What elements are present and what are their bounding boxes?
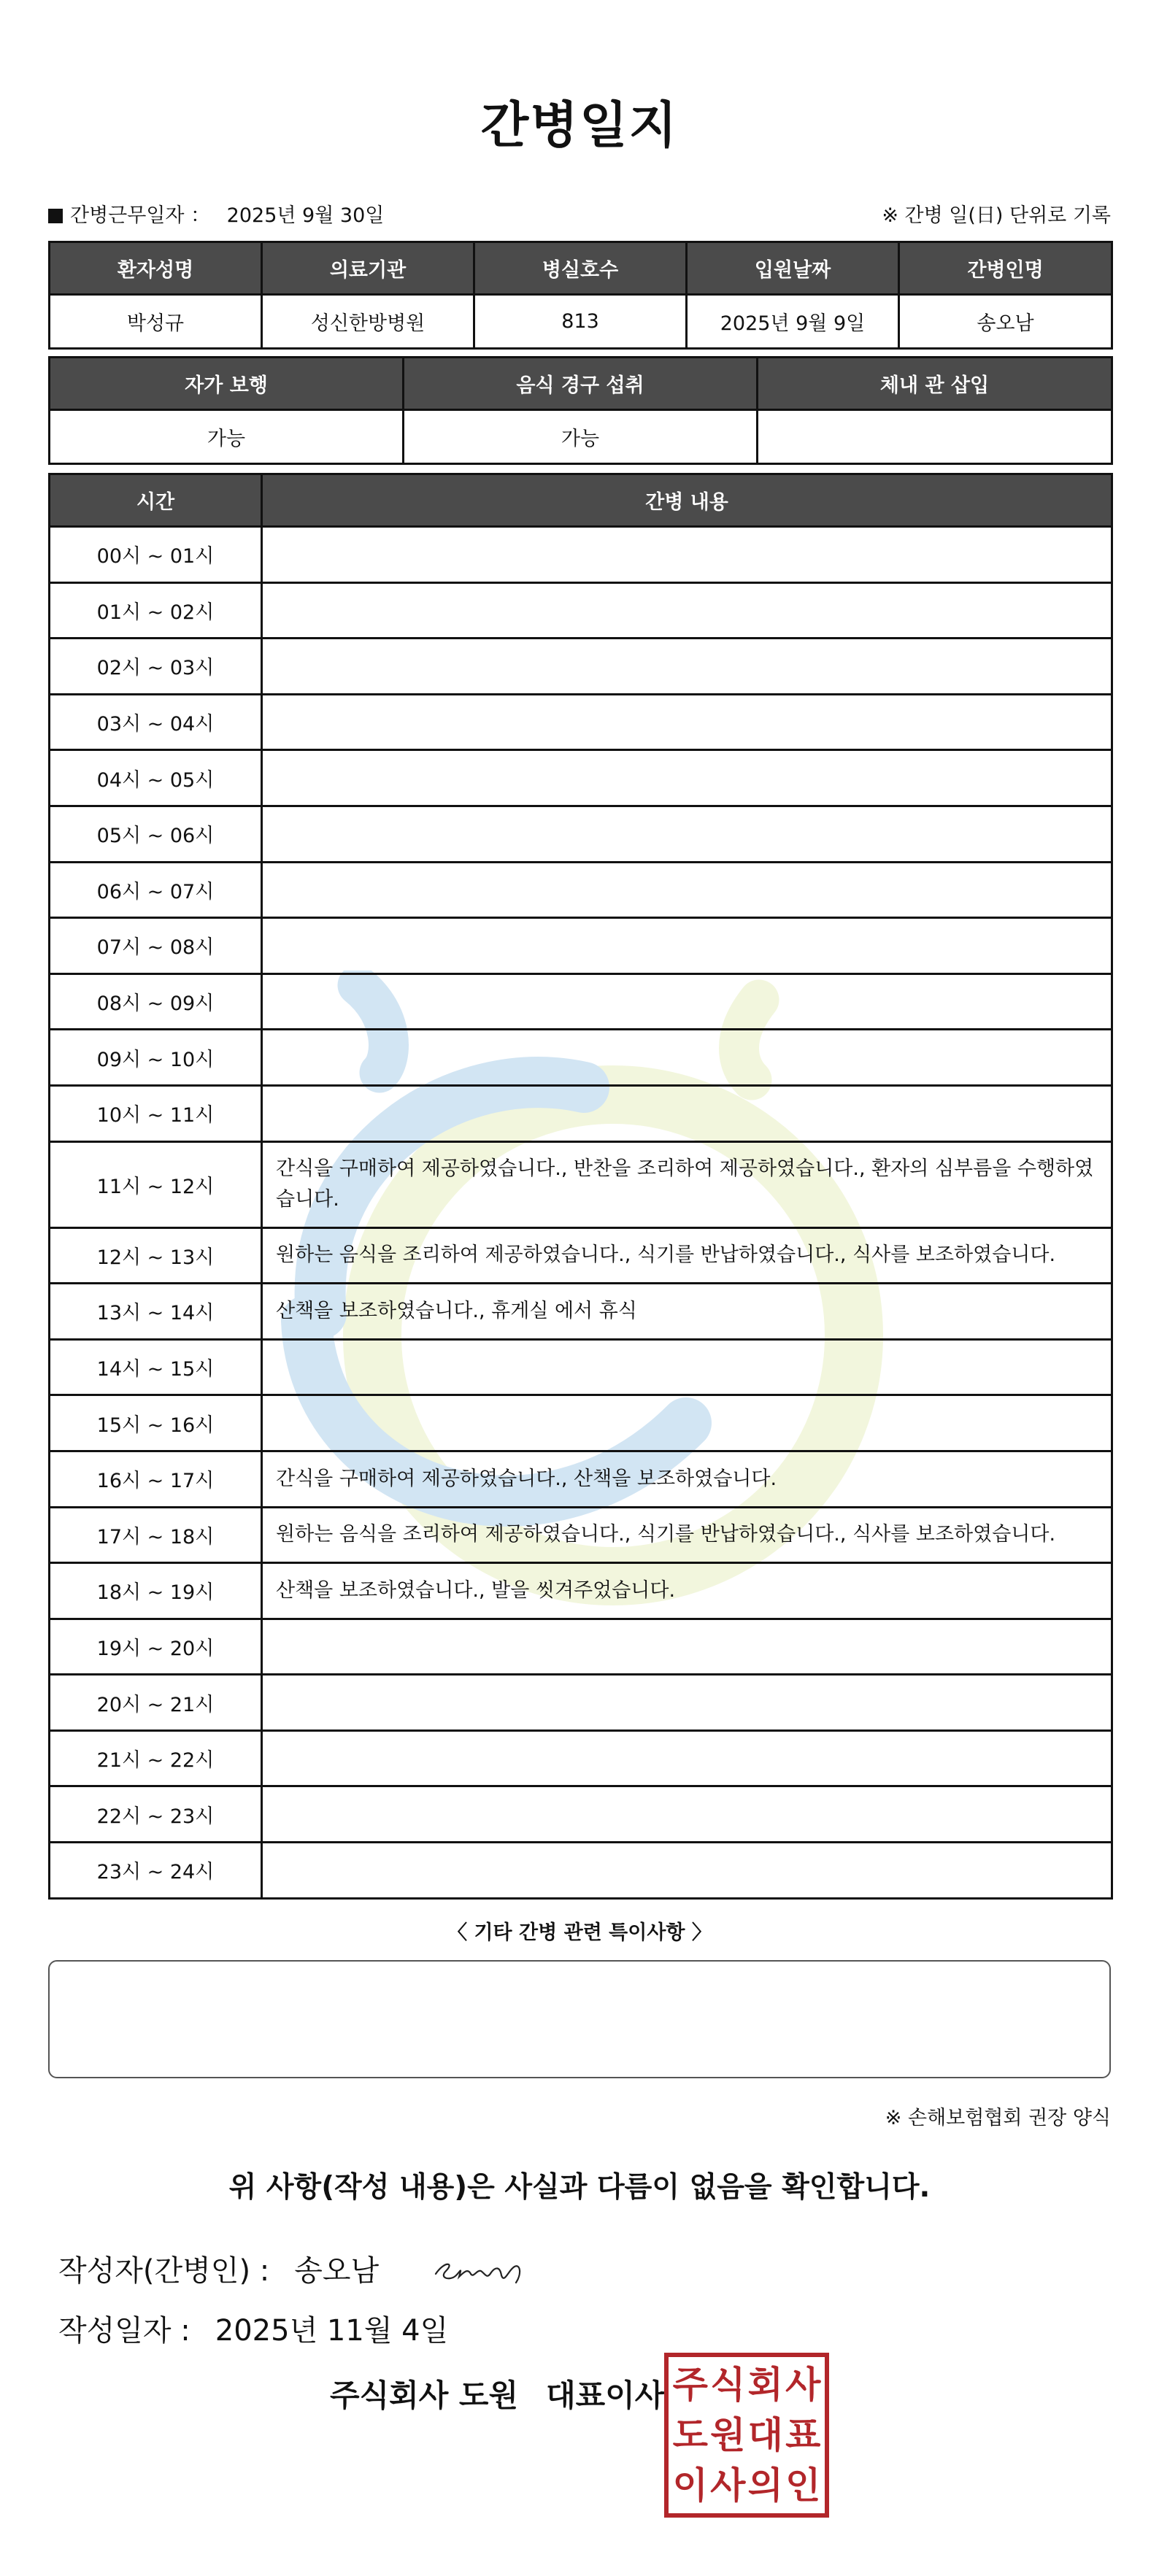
writer-line — [58, 2245, 532, 2291]
header-hospital: 의료기관 — [262, 242, 474, 295]
care-log-body — [50, 527, 1112, 1899]
hospital: 성신한방병원 — [262, 295, 474, 349]
time-slot: 19시 ~ 20시 — [50, 1619, 262, 1675]
square-bullet-icon — [48, 209, 63, 223]
writer-label: 작성자(간병인) : — [58, 2253, 270, 2288]
meta-row — [48, 198, 1111, 228]
table-row — [50, 862, 1112, 918]
seal-character: 대 — [747, 2413, 783, 2456]
care-content — [262, 862, 1112, 918]
time-slot: 06시 ~ 07시 — [50, 862, 262, 918]
time-slot: 08시 ~ 09시 — [50, 973, 262, 1030]
seal-character: 원 — [710, 2413, 746, 2456]
caregiver-name: 송오남 — [899, 295, 1112, 349]
seal-character: 주 — [672, 2364, 708, 2407]
table-row — [50, 1786, 1112, 1843]
admission-date: 2025년 9월 9일 — [687, 295, 899, 349]
seal-character: 사 — [785, 2364, 821, 2407]
header-care-content: 간병 내용 — [262, 474, 1112, 527]
header-oral-intake: 음식 경구 섭취 — [404, 358, 758, 410]
care-content — [262, 1730, 1112, 1786]
table-row — [50, 1339, 1112, 1395]
care-content — [262, 527, 1112, 583]
room-number: 813 — [474, 295, 687, 349]
time-slot: 23시 ~ 24시 — [50, 1843, 262, 1899]
table-row — [50, 1675, 1112, 1731]
seal-character: 인 — [785, 2464, 821, 2507]
table-row — [50, 918, 1112, 974]
table-row — [50, 1141, 1112, 1227]
seal-character: 사 — [710, 2464, 746, 2507]
notes-title: 〈 기타 간병 관련 특이사항 〉 — [447, 1921, 712, 1944]
time-slot: 02시 ~ 03시 — [50, 639, 262, 695]
care-content: 간식을 구매하여 제공하였습니다., 산책을 보조하였습니다. — [262, 1451, 1112, 1507]
writer-name: 송오남 — [294, 2253, 380, 2288]
patient-name: 박성규 — [50, 295, 262, 349]
time-slot: 17시 ~ 18시 — [50, 1507, 262, 1563]
table-row — [50, 1563, 1112, 1619]
header-self-walking: 자가 보행 — [50, 358, 404, 410]
company-title: 대표이사 — [546, 2378, 665, 2413]
time-slot: 18시 ~ 19시 — [50, 1563, 262, 1619]
written-date-value: 2025년 11월 4일 — [215, 2314, 449, 2348]
table-row — [50, 582, 1112, 639]
table-row — [50, 973, 1112, 1030]
table-row — [50, 1227, 1112, 1284]
time-slot: 15시 ~ 16시 — [50, 1395, 262, 1451]
time-slot: 16시 ~ 17시 — [50, 1451, 262, 1507]
care-content: 원하는 음식을 조리하여 제공하였습니다., 식기를 반납하였습니다., 식사를 보조하였습니다. — [262, 1227, 1112, 1284]
time-slot: 10시 ~ 11시 — [50, 1085, 262, 1141]
document-title: 간병일지 — [480, 97, 679, 155]
care-content — [262, 582, 1112, 639]
care-content — [262, 750, 1112, 806]
handwritten-signature — [430, 2245, 532, 2291]
self-walking-value: 가능 — [50, 410, 404, 464]
table-row — [50, 1843, 1112, 1899]
time-slot: 11시 ~ 12시 — [50, 1141, 262, 1227]
time-slot: 03시 ~ 04시 — [50, 694, 262, 750]
seal-character: 도 — [672, 2413, 708, 2456]
time-slot: 04시 ~ 05시 — [50, 750, 262, 806]
work-date-label: 간병근무일자 ： — [70, 204, 211, 227]
care-content: 원하는 음식을 조리하여 제공하였습니다., 식기를 반납하였습니다., 식사를 보조하였습니다. — [262, 1507, 1112, 1563]
seal-character: 회 — [747, 2364, 783, 2407]
care-content: 산책을 보조하였습니다., 발을 씻겨주었습니다. — [262, 1563, 1112, 1619]
time-slot: 09시 ~ 10시 — [50, 1030, 262, 1086]
time-slot: 01시 ~ 02시 — [50, 582, 262, 639]
table-row — [50, 750, 1112, 806]
table-row — [50, 1085, 1112, 1141]
written-date-line — [58, 2307, 448, 2349]
care-content — [262, 1619, 1112, 1675]
table-row — [50, 1451, 1112, 1507]
company-seal-stamp — [664, 2353, 829, 2518]
time-slot: 21시 ~ 22시 — [50, 1730, 262, 1786]
table-row — [50, 1507, 1112, 1563]
table-row — [50, 1395, 1112, 1451]
table-row — [50, 639, 1112, 695]
care-log-table — [48, 473, 1113, 1900]
care-content — [262, 806, 1112, 862]
header-room-number: 병실호수 — [474, 242, 687, 295]
work-date-value: 2025년 9월 30일 — [226, 204, 385, 227]
time-slot: 20시 ~ 21시 — [50, 1675, 262, 1731]
table-row — [50, 1030, 1112, 1086]
header-time: 시간 — [50, 474, 262, 527]
recommended-form-note: ※ 손해보험협회 권장 양식 — [885, 2107, 1111, 2129]
time-slot: 00시 ~ 01시 — [50, 527, 262, 583]
time-slot: 14시 ~ 15시 — [50, 1339, 262, 1395]
work-date-group — [48, 199, 384, 228]
patient-status-table — [48, 356, 1113, 465]
patient-info-table — [48, 241, 1113, 350]
seal-character: 이 — [672, 2464, 708, 2507]
oral-intake-value: 가능 — [404, 410, 758, 464]
tube-insertion-value — [758, 410, 1112, 464]
table-row — [50, 1730, 1112, 1786]
care-content — [262, 694, 1112, 750]
header-caregiver-name: 간병인명 — [899, 242, 1112, 295]
care-content — [262, 1395, 1112, 1451]
care-content: 간식을 구매하여 제공하였습니다., 반찬을 조리하여 제공하였습니다., 환자의 심부름을 수행하였습니다. — [262, 1141, 1112, 1227]
care-content — [262, 1786, 1112, 1843]
record-unit-note: ※ 간병 일(日) 단위로 기록 — [882, 204, 1111, 227]
time-slot: 07시 ~ 08시 — [50, 918, 262, 974]
table-row — [50, 527, 1112, 583]
header-patient-name: 환자성명 — [50, 242, 262, 295]
notes-box — [48, 1960, 1111, 2078]
table-row — [50, 1619, 1112, 1675]
table-row — [50, 694, 1112, 750]
written-date-label: 작성일자 : — [58, 2314, 190, 2348]
care-content: 산책을 보조하였습니다., 휴게실 에서 휴식 — [262, 1284, 1112, 1340]
seal-character: 의 — [747, 2464, 783, 2507]
company-line — [330, 2372, 664, 2415]
care-content — [262, 1675, 1112, 1731]
header-tube-insertion: 체내 관 삽입 — [758, 358, 1112, 410]
care-content — [262, 1843, 1112, 1899]
care-content — [262, 639, 1112, 695]
care-content — [262, 918, 1112, 974]
time-slot: 05시 ~ 06시 — [50, 806, 262, 862]
time-slot: 12시 ~ 13시 — [50, 1227, 262, 1284]
time-slot: 22시 ~ 23시 — [50, 1786, 262, 1843]
care-content — [262, 1339, 1112, 1395]
company-name: 주식회사 도원 — [330, 2378, 519, 2413]
confirmation-statement: 위 사항(작성 내용)은 사실과 다름이 없음을 확인합니다. — [228, 2171, 931, 2204]
header-admission-date: 입원날짜 — [687, 242, 899, 295]
table-row — [50, 1284, 1112, 1340]
care-content — [262, 973, 1112, 1030]
seal-character: 표 — [785, 2413, 821, 2456]
care-content — [262, 1085, 1112, 1141]
seal-character: 식 — [710, 2364, 746, 2407]
care-content — [262, 1030, 1112, 1086]
time-slot: 13시 ~ 14시 — [50, 1284, 262, 1340]
table-row — [50, 806, 1112, 862]
